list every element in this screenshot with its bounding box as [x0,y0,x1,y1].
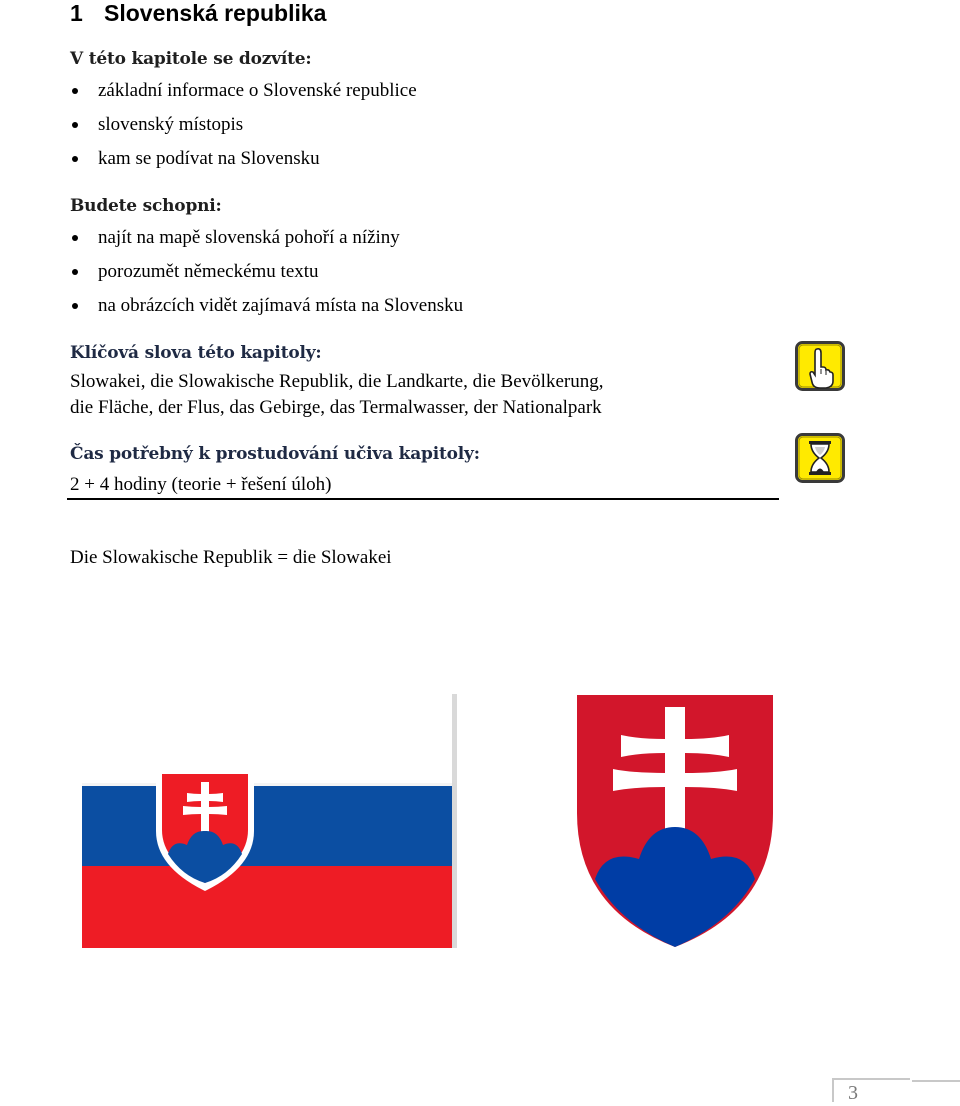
chapter-number: 1 [70,0,83,26]
able-heading: Budete schopni: [70,196,222,216]
keywords-line-2: die Fläche, der Flus, das Gebirge, das Termalwasser, der Nationalpark [70,397,602,418]
list-item: na obrázcích vidět zajímavá místa na Slovensku [70,293,463,327]
list-item: porozumět německému textu [70,259,463,293]
body-text: Die Slowakische Republik = die Slowakei [70,547,392,568]
learn-list [70,78,417,180]
slovak-coat-of-arms-image [575,693,775,949]
list-item: slovenský místopis [70,112,417,146]
slovak-flag-image [82,694,457,948]
hourglass-icon [795,433,845,483]
able-list [70,225,463,327]
list-item: základní informace o Slovenské republice [70,78,417,112]
time-heading: Čas potřebný k prostudování učiva kapitoly: [70,444,480,464]
chapter-title [70,0,326,28]
keywords-line-1: Slowakei, die Slowakische Republik, die Landkarte, die Bevölkerung, [70,371,604,392]
pointing-finger-icon [795,341,845,391]
learn-heading: V této kapitole se dozvíte: [70,49,312,69]
list-item: najít na mapě slovenská pohoří a nížiny [70,225,463,259]
keywords-heading: Klíčová slova této kapitoly: [70,343,322,363]
section-divider [67,498,779,500]
time-value: 2 + 4 hodiny (teorie + řešení úloh) [70,474,332,495]
list-item: kam se podívat na Slovensku [70,146,417,180]
page-number: 3 [832,1078,910,1102]
page-number-rule [912,1080,960,1082]
chapter-title-text: Slovenská republika [104,0,327,26]
